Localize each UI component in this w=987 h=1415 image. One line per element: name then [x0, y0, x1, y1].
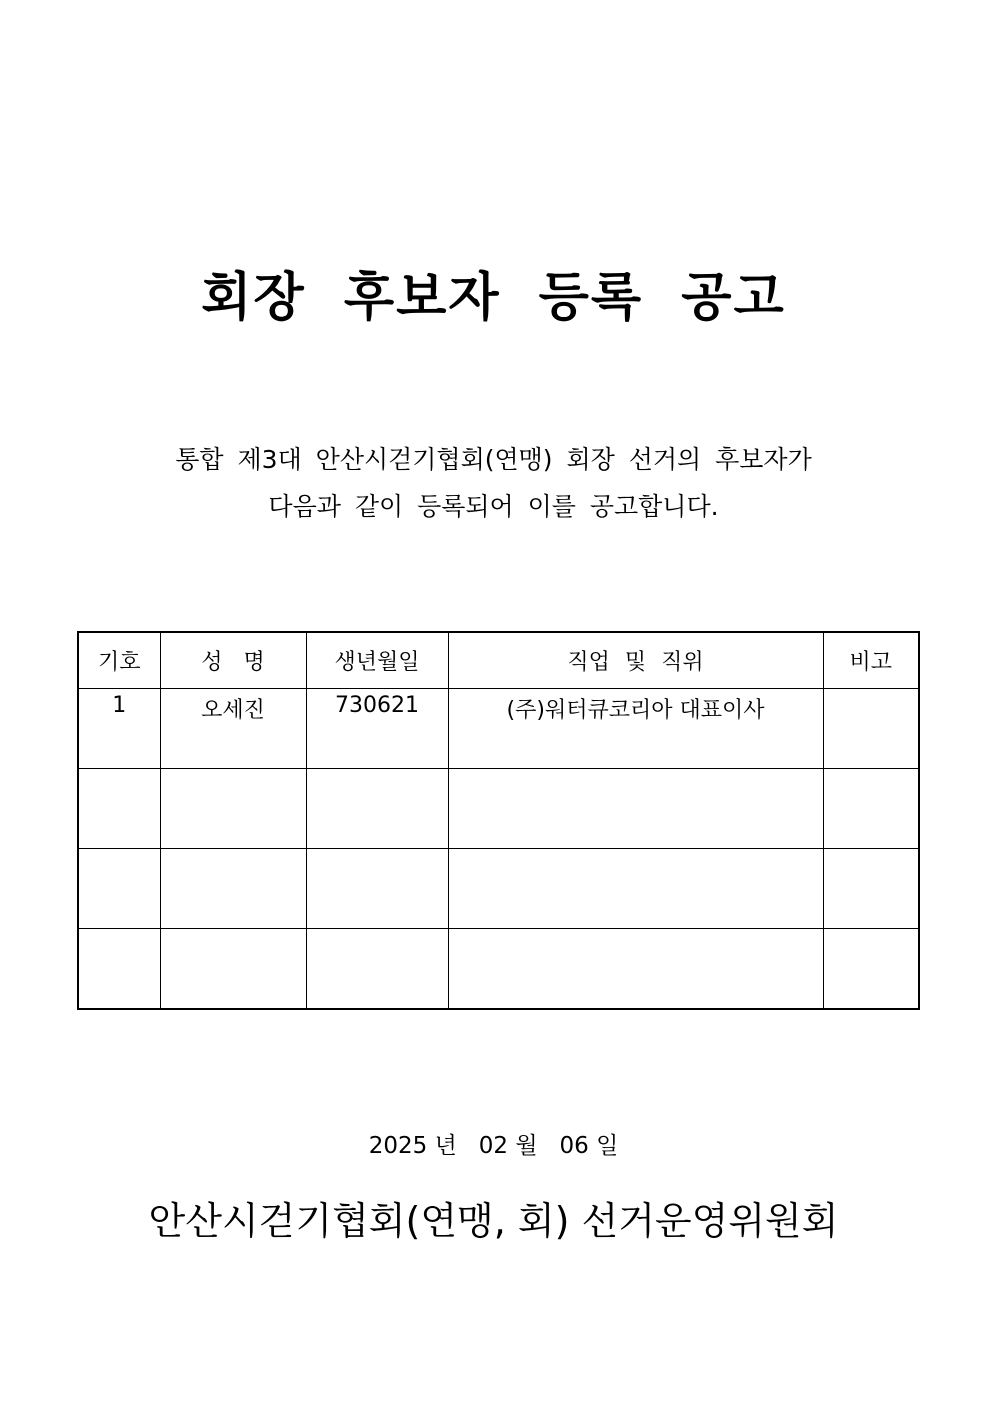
cell-remarks — [823, 849, 919, 929]
intro-line-2: 다음과 같이 등록되어 이를 공고합니다. — [268, 492, 719, 521]
date-month: 02 — [478, 1133, 508, 1159]
header-name: 성 명 — [160, 632, 306, 689]
candidate-table — [77, 631, 920, 1010]
header-birthdate: 생년월일 — [306, 632, 448, 689]
date-year: 2025 — [368, 1133, 428, 1159]
table-row — [78, 849, 919, 929]
cell-birthdate — [306, 929, 448, 1009]
cell-occupation — [448, 929, 823, 1009]
table-row — [78, 929, 919, 1009]
cell-number — [78, 849, 160, 929]
cell-name: 오세진 — [160, 689, 306, 769]
date-month-unit: 월 — [515, 1133, 538, 1159]
cell-name — [160, 849, 306, 929]
table-header-row — [78, 632, 919, 689]
table-row — [78, 769, 919, 849]
cell-number: 1 — [78, 689, 160, 769]
cell-number — [78, 929, 160, 1009]
header-occupation: 직업 및 직위 — [448, 632, 823, 689]
header-remarks: 비고 — [823, 632, 919, 689]
cell-name — [160, 769, 306, 849]
table-row — [78, 689, 919, 769]
notice-title: 회장 후보자 등록 공고 — [201, 268, 786, 328]
announcement-date — [0, 1130, 987, 1162]
date-year-unit: 년 — [434, 1133, 457, 1159]
organization-name: 안산시걷기협회(연맹, 회) 선거운영위원회 — [148, 1199, 839, 1243]
date-day: 06 — [559, 1133, 589, 1159]
cell-remarks — [823, 689, 919, 769]
cell-birthdate: 730621 — [306, 689, 448, 769]
cell-birthdate — [306, 769, 448, 849]
cell-occupation: (주)워터큐코리아 대표이사 — [448, 689, 823, 769]
header-number: 기호 — [78, 632, 160, 689]
cell-occupation — [448, 849, 823, 929]
intro-line-1: 통합 제3대 안산시걷기협회(연맹) 회장 선거의 후보자가 — [175, 445, 812, 474]
cell-remarks — [823, 929, 919, 1009]
cell-birthdate — [306, 849, 448, 929]
cell-remarks — [823, 769, 919, 849]
cell-number — [78, 769, 160, 849]
cell-name — [160, 929, 306, 1009]
date-day-unit: 일 — [596, 1133, 619, 1159]
cell-occupation — [448, 769, 823, 849]
